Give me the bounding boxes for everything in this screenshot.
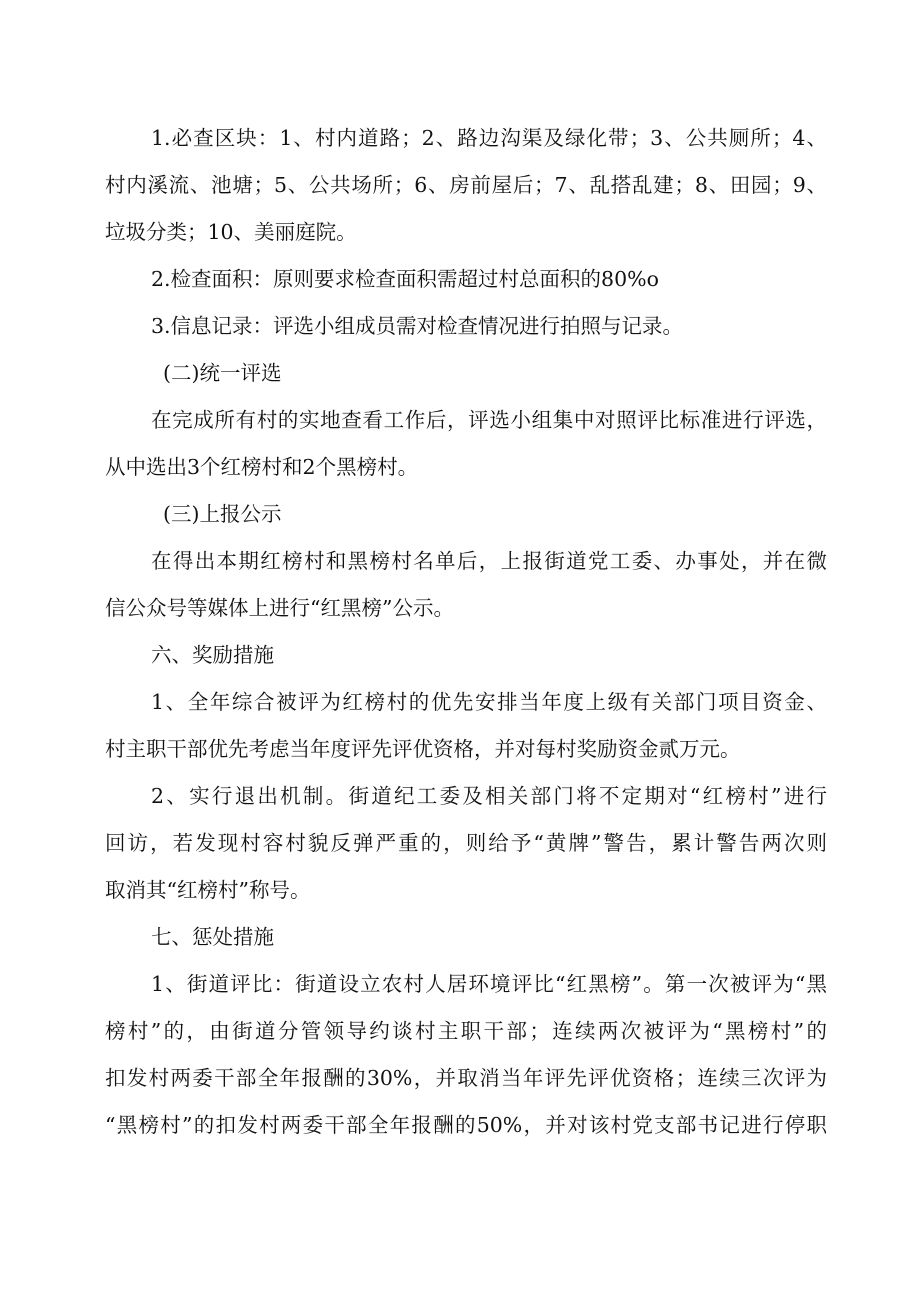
section-heading: (二)统一评选 <box>163 361 282 385</box>
paragraph-line: 村主职干部优先考虑当年度评先评优资格，并对每村奖励资金贰万元。 <box>105 737 741 761</box>
paragraph-line: “黑榜村”的扣发村两委干部全年报酬的50%，并对该村党支部书记进行停职 <box>105 1113 827 1137</box>
paragraph-line: 垃圾分类；10、美丽庭院。 <box>105 220 357 244</box>
paragraph-line: 1.必查区块：1、村内道路；2、路边沟渠及绿化带；3、公共厕所；4、 <box>151 126 827 150</box>
section-heading: 六、奖励措施 <box>151 643 274 667</box>
paragraph-line: 从中选出3个红榜村和2个黑榜村。 <box>105 455 419 479</box>
paragraph-line: 取消其“红榜村”称号。 <box>105 878 311 902</box>
paragraph-line: 1、全年综合被评为红榜村的优先安排当年度上级有关部门项目资金、 <box>151 690 827 714</box>
paragraph-line: 3.信息记录：评选小组成员需对检查情况进行拍照与记录。 <box>151 314 684 338</box>
paragraph-line: 在完成所有村的实地查看工作后，评选小组集中对照评比标准进行评选， <box>151 408 827 432</box>
paragraph-line: 2.检查面积：原则要求检查面积需超过村总面积的80%o <box>151 267 659 291</box>
paragraph-line: 回访，若发现村容村貌反弹严重的，则给予“黄牌”警告，累计警告两次则 <box>105 831 827 855</box>
paragraph-line: 1、街道评比：街道设立农村人居环境评比“红黑榜”。第一次被评为“黑 <box>151 972 827 996</box>
paragraph-line: 扣发村两委干部全年报酬的30%，并取消当年评先评优资格；连续三次评为 <box>105 1066 827 1090</box>
paragraph-line: 在得出本期红榜村和黑榜村名单后，上报街道党工委、办事处，并在微 <box>151 549 827 573</box>
paragraph-line: 2、实行退出机制。街道纪工委及相关部门将不定期对“红榜村”进行 <box>151 784 827 808</box>
section-heading: 七、惩处措施 <box>151 925 274 949</box>
paragraph-line: 村内溪流、池塘；5、公共场所；6、房前屋后；7、乱搭乱建；8、田园；9、 <box>105 173 827 197</box>
document-page <box>105 115 827 1149</box>
paragraph-line: 榜村”的，由街道分管领导约谈村主职干部；连续两次被评为“黑榜村”的 <box>105 1019 827 1043</box>
section-heading: (三)上报公示 <box>163 502 282 526</box>
paragraph-line: 信公众号等媒体上进行“红黑榜”公示。 <box>105 596 454 620</box>
